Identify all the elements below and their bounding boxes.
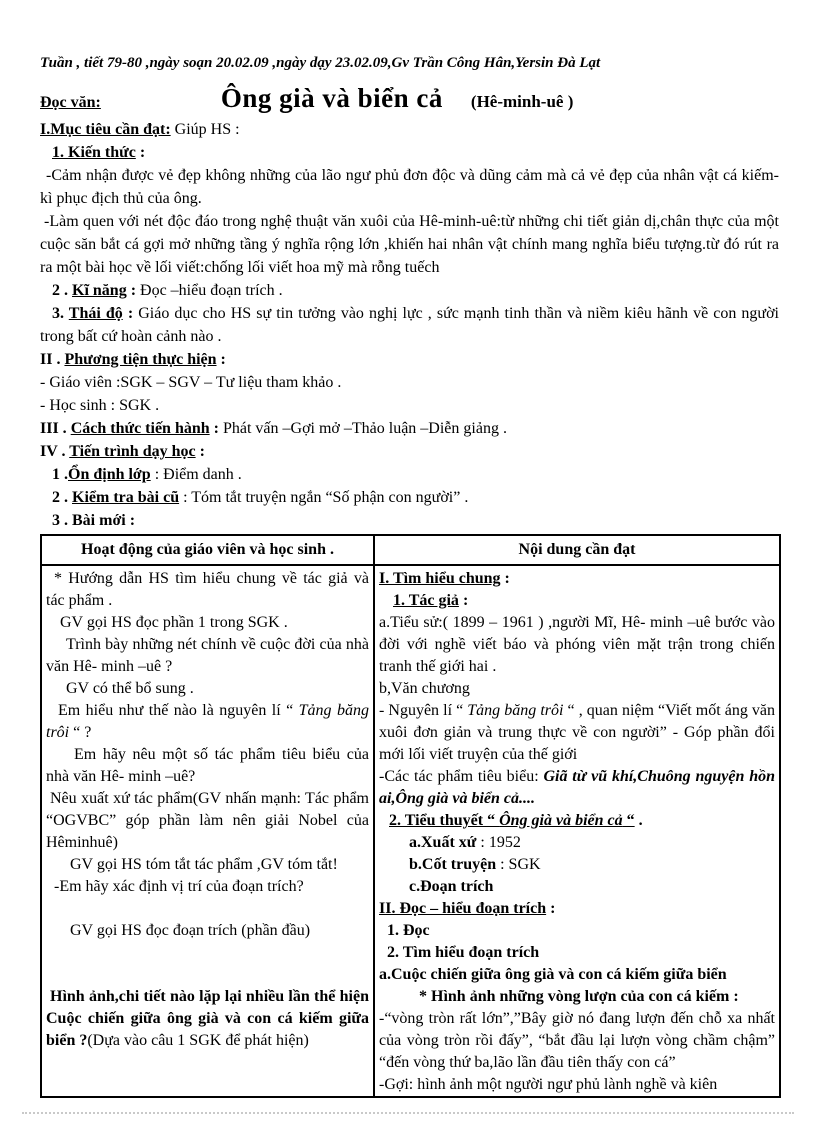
activity-text: “ ? — [69, 724, 92, 741]
goals-heading-suffix: Giúp HS : — [170, 121, 240, 138]
plot-value: : SGK — [496, 856, 541, 873]
activity-paragraph: GV gọi HS tóm tắt tác phẩm ,GV tóm tắt! — [70, 856, 338, 873]
content-item: * Hình ảnh những vòng lượn của con cá kiếm : — [419, 988, 739, 1005]
table-header-row — [41, 535, 780, 565]
activity-question-bold: Hình ảnh,chi tiết nào lặp lại nhiều lần thể hiện Cuộc chiến giữa ông già và con cá kiếm giữa biển ? — [46, 988, 369, 1049]
knowledge-point-1: -Cảm nhận được vẻ đẹp không những của lão ngư phủ đơn độc và dũng cảm mà cả vẻ đẹp của nhân vật cá kiếm-kì phục địch thủ của ông. — [40, 167, 779, 207]
iceberg-principle-term: Tảng băng trôi — [46, 702, 369, 741]
content-item: 2. Tìm hiểu đoạn trích — [387, 944, 540, 961]
method-label: Cách thức tiến hành — [70, 420, 210, 437]
knowledge-heading — [40, 141, 779, 164]
novel-title: Ông già và biển cả — [499, 812, 623, 829]
activity-paragraph: -Em hãy xác định vị trí của đoạn trích? — [54, 878, 304, 895]
activity-paragraph: Nêu xuất xứ tác phẩm(GV nhấn mạnh: Tác phẩm “OGVBC” góp phần làm nên giải Nobel của Hêminhuê) — [46, 790, 369, 851]
skills-label: Kĩ năng — [72, 282, 127, 299]
activity-paragraph: Em hãy nêu một số tác phẩm tiêu biểu của nhà văn Hê- minh –uê? — [46, 746, 369, 785]
reading-section-heading — [379, 898, 775, 920]
section-goals-heading — [40, 118, 779, 141]
goals-heading-label: I.Mục tiêu cần đạt: — [40, 121, 171, 138]
process-label: Tiến trình dạy học — [69, 443, 196, 460]
content-text: - Nguyên lí “ — [379, 702, 468, 719]
skills-number: 2 . — [52, 282, 72, 299]
activity-paragraph: GV có thể bổ sung . — [66, 680, 194, 697]
means-item-teacher: - Giáo viên :SGK – SGV – Tư liệu tham khảo . — [40, 374, 342, 391]
page-margin-dotted-line — [22, 1112, 794, 1114]
content-heading — [379, 568, 775, 590]
attitude-text: Giáo dục cho HS sự tin tưởng vào nghị lực , sức mạnh tinh thần và niềm kiêu hãnh về con người trong bất cứ hoàn cảnh nào . — [40, 305, 780, 345]
author-section-colon: : — [458, 592, 469, 609]
means-item-student: - Học sinh : SGK . — [40, 397, 160, 414]
activity-question-hint: (Dựa vào câu 1 SGK để phát hiện) — [87, 1032, 309, 1049]
reading-heading-label: II. Đọc – hiểu đoạn trích — [379, 900, 547, 917]
content-heading-colon: : — [500, 570, 510, 587]
novel-section-heading — [379, 810, 775, 832]
attitude-label: Thái độ — [68, 305, 123, 322]
novel-heading-period: . — [634, 812, 643, 829]
reading-heading-colon: : — [546, 900, 556, 917]
activity-paragraph: GV gọi HS đọc đoạn trích (phần đầu) — [70, 922, 311, 939]
method-number: III . — [40, 420, 71, 437]
content-subitem — [379, 832, 775, 854]
process-step-3 — [40, 509, 779, 532]
content-paragraph: -“vòng tròn rất lớn”,”Bây giờ nó đang lượn đến chỗ xa nhất của vòng tròn rồi đấy”, “bắt đầu lại lượn vòng chầm chậm” “đến vòng thứ ba,lão lần đầu tiên thấy con cá” — [379, 1010, 775, 1071]
section-process-heading — [40, 440, 779, 463]
method-colon: : — [209, 420, 219, 437]
lesson-type-label: Đọc văn: — [40, 94, 101, 111]
novel-heading-prefix: 2. Tiểu thuyết “ — [389, 812, 500, 829]
origin-label: a.Xuất xứ — [409, 834, 477, 851]
plot-label: b.Cốt truyện — [409, 856, 497, 873]
excerpt-label: c.Đoạn trích — [409, 878, 494, 895]
column-header-content: Nội dung cần đạt — [374, 535, 780, 565]
skills-text: Đọc –hiểu đoạn trích . — [136, 282, 283, 299]
content-subitem — [379, 876, 775, 898]
content-paragraph — [379, 766, 775, 810]
content-heading-label: I. Tìm hiểu chung — [379, 570, 501, 587]
content-item: 1. Đọc — [387, 922, 430, 939]
novel-heading-suffix: “ — [622, 812, 635, 829]
activity-paragraph — [46, 700, 369, 744]
activity-paragraph: * Hướng dẫn HS tìm hiểu chung về tác giả và tác phẩm . — [46, 570, 369, 609]
content-text: “ , quan niệm “Viết mốt áng văn xuôi đơn giản và trung thực về con người” - Góp phần đổi mới lối viết truyện của thế giới — [379, 702, 776, 763]
activity-paragraph: Trình bày những nét chính về cuộc đời của nhà văn Hê- minh –uê ? — [46, 636, 369, 675]
process-colon: : — [195, 443, 205, 460]
knowledge-heading-colon: : — [135, 144, 146, 161]
skills-colon: : — [126, 282, 137, 299]
attitude-heading — [40, 302, 779, 348]
content-paragraph — [379, 700, 775, 766]
author-section-label: 1. Tác giả — [393, 592, 459, 609]
content-paragraph: b,Văn chương — [379, 680, 470, 697]
skills-heading — [40, 279, 779, 302]
process-step-1 — [40, 463, 779, 486]
page-title: Ông già và biển cả — [220, 83, 443, 113]
activity-text: Em hiểu như thế nào là nguyên lí “ — [58, 702, 299, 719]
step2-label: Kiểm tra bài cũ — [72, 489, 180, 506]
step2-text: : Tóm tắt truyện ngắn “Số phận con người” . — [179, 489, 469, 506]
origin-value: : 1952 — [476, 834, 521, 851]
content-subheading — [379, 590, 775, 612]
content-paragraph: a.Tiểu sử:( 1899 – 1961 ) ,người Mĩ, Hê- minh –uê bước vào đời với nghề viết báo và phóng viên mặt trận trong chiến tranh thế giới hai . — [379, 614, 775, 675]
content-item: a.Cuộc chiến giữa ông già và con cá kiếm giữa biển — [379, 966, 727, 983]
step1-number: 1 . — [52, 466, 68, 483]
lesson-table-clip — [40, 534, 779, 1093]
step3-label: 3 . Bài mới : — [52, 512, 136, 529]
lesson-header-line: Tuần , tiết 79-80 ,ngày soạn 20.02.09 ,ngày dạy 23.02.09,Gv Trần Công Hân,Yersin Đà Lạt — [40, 55, 601, 71]
activity-paragraph: GV gọi HS đọc phần 1 trong SGK . — [60, 614, 288, 631]
lesson-activity-table — [40, 534, 781, 1098]
knowledge-point-2: -Làm quen với nét độc đáo trong nghệ thuật văn xuôi của Hê-minh-uê:từ những chi tiết giản dị,chân thực của một cuộc săn bắt cá gợi mở những tầng ý nghĩa rộng lớn ,khiến hai nhân vật chính mang nghĩa biểu tượng.từ đó rút ra ra một bài học về lối viết:chống lối viết hoa mỹ mà rỗng tuếch — [40, 213, 779, 276]
cell-content-goals — [374, 565, 780, 1097]
step1-label: Ổn định lớp — [68, 466, 151, 483]
iceberg-principle-term: Tảng băng trôi — [467, 702, 564, 719]
process-step-2 — [40, 486, 779, 509]
means-colon: : — [216, 351, 226, 368]
column-header-activities: Hoạt động của giáo viên và học sinh . — [41, 535, 374, 565]
notable-works-list: Giã từ vũ khí,Chuông nguyện hồn ai,Ông già và biển cả.... — [379, 768, 775, 807]
step1-text: : Điểm danh . — [150, 466, 242, 483]
section-method-heading — [40, 417, 779, 440]
method-text: Phát vấn –Gợi mở –Thảo luận –Diễn giảng . — [218, 420, 507, 437]
section-means-heading — [40, 348, 779, 371]
content-paragraph: -Gợi: hình ảnh một người ngư phủ lành nghề và kiên — [379, 1076, 718, 1093]
means-number: II . — [40, 351, 65, 368]
means-label: Phương tiện thực hiện — [64, 351, 217, 368]
title-row — [40, 83, 779, 114]
process-number: IV . — [40, 443, 70, 460]
attitude-number: 3. — [52, 305, 69, 322]
knowledge-heading-label: 1. Kiến thức — [52, 144, 136, 161]
author-name: (Hê-minh-uê ) — [470, 92, 574, 111]
table-body-row — [41, 565, 780, 1097]
content-subitem — [379, 854, 775, 876]
activity-paragraph — [46, 986, 369, 1052]
cell-teacher-activities — [41, 565, 374, 1097]
attitude-colon: : — [122, 305, 134, 322]
content-text: -Các tác phẩm tiêu biểu: — [379, 768, 544, 785]
step2-number: 2 . — [52, 489, 72, 506]
